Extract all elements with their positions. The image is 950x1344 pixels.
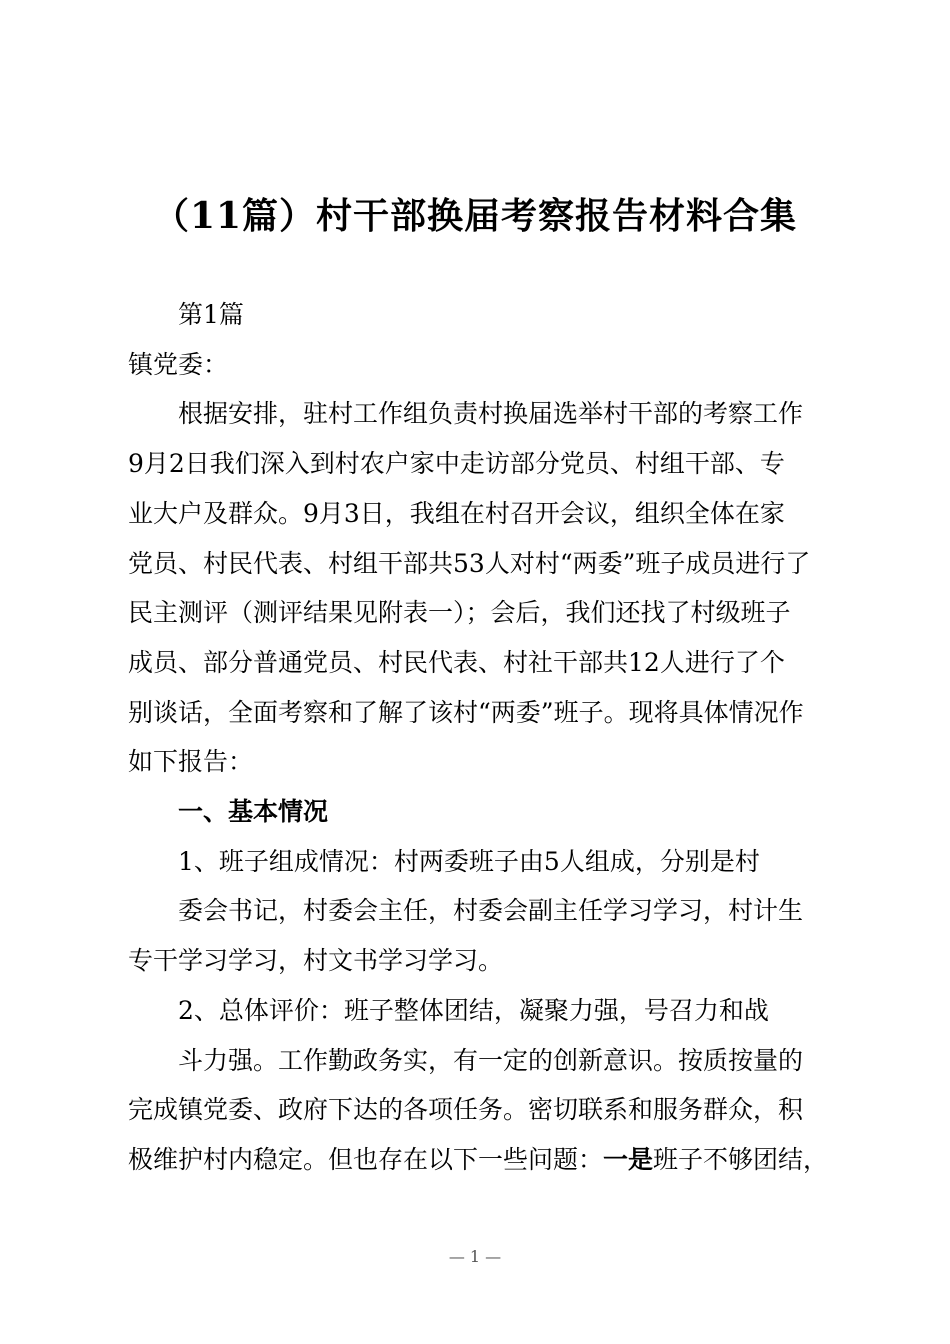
paragraph-line: 党员、村民代表、村组干部共53人对村“两委”班子成员进行了 [128,548,811,578]
paragraph-line: 2、总体评价：班子整体团结，凝聚力强，号召力和战 [178,995,769,1025]
paragraph-line: 如下报告： [128,747,254,777]
paragraph-line: 专干学习学习，村文书学习学习。 [128,946,504,976]
paragraph-line: 委会书记，村委会主任，村委会副主任学习学习，村计生 [178,896,804,926]
paragraph-line: 根据安排，驻村工作组负责村换届选举村干部的考察工作 [178,399,804,429]
paragraph-line: 业大户及群众。9月3日，我组在村召开会议，组织全体在家 [128,498,785,528]
emphasis-text: 一是 [603,1144,654,1174]
paragraph-line: 成员、部分普通党员、村民代表、村社干部共12人进行了个 [128,647,785,677]
paragraph-line: 完成镇党委、政府下达的各项任务。密切联系和服务群众，积 [128,1095,804,1125]
paragraph-line: 别谈话，全面考察和了解了该村“两委”班子。现将具体情况作 [128,697,804,727]
paragraph-line: 1、班子组成情况：村两委班子由5人组成，分别是村 [178,846,760,876]
paragraph-text: 班子不够团结， [653,1144,829,1174]
document-title: （11篇）村干部换届考察报告材料合集 [152,195,798,237]
paragraph-line: 9月2日我们深入到村农户家中走访部分党员、村组干部、专 [128,449,785,479]
salutation: 镇党委： [128,349,229,379]
paragraph-line: 斗力强。工作勤政务实，有一定的创新意识。按质按量的 [178,1045,804,1075]
page-number: — 1 — [448,1247,502,1266]
paragraph-line: 民主测评（测评结果见附表一）；会后，我们还找了村级班子 [128,598,791,628]
section-heading: 一、基本情况 [178,797,329,827]
paragraph-line-last [128,1135,828,1185]
section-label: 第1篇 [178,300,244,329]
document-body [128,290,828,1185]
paragraph-text: 极维护村内稳定。但也存在以下一些问题： [128,1144,604,1174]
